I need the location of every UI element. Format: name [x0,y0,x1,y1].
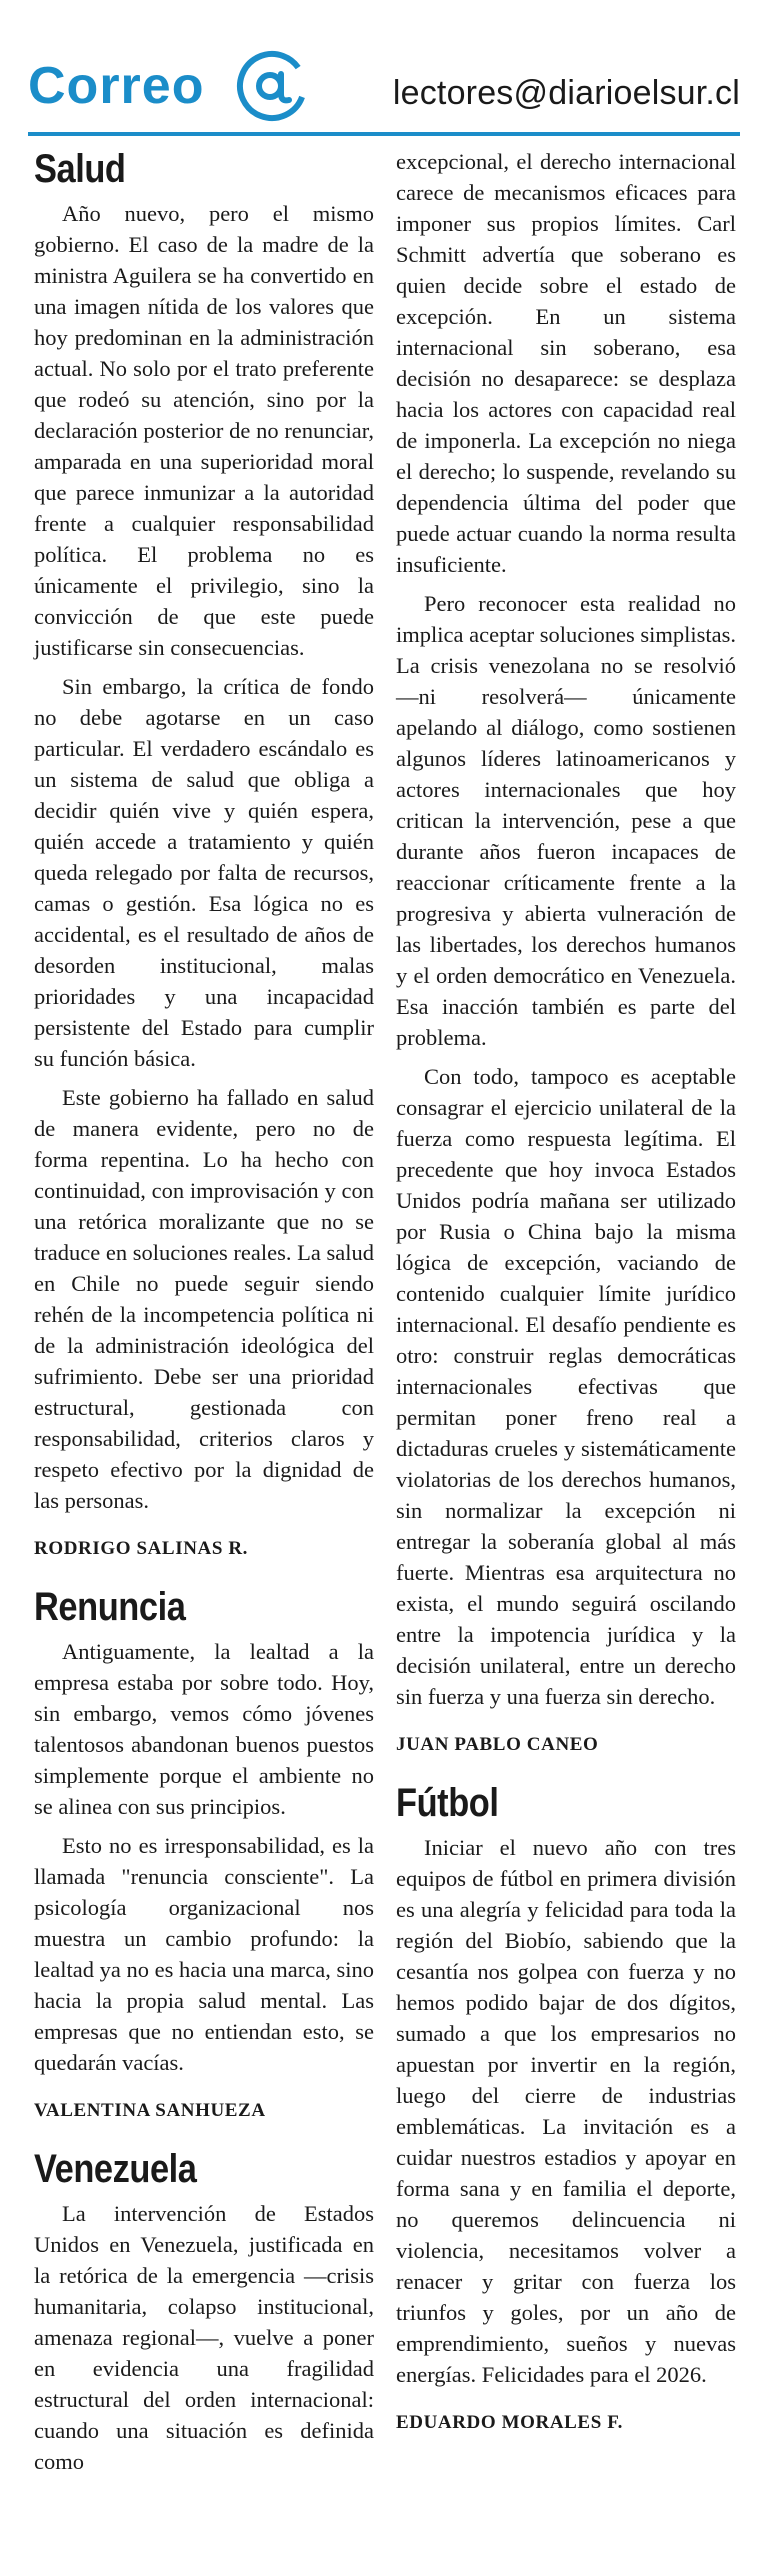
masthead [28,52,740,136]
letter-paragraph: La intervención de Estados Unidos en Venezuela, justificada en la retórica de la emergencia —crisis humanitaria, colapso institucional, amenaza regional—, vuelve a poner en evidencia una fragilidad estructural del orden internacional: cuando una situación es definida como [34,2201,374,2474]
letter-title: Renuncia [34,1585,186,1629]
letter-venezuela [34,2146,374,2477]
letter-signature: JUAN PABLO CANEO [396,1734,599,1755]
letter-paragraph: Iniciar el nuevo año con tres equipos de fútbol en primera división es una alegría y felicidad para toda la región del Biobío, sabiendo que la cesantía nos golpea con fuerza y no hemos podido bajar de dos dígitos, sumado a que los empresarios no apuestan por invertir en la región, luego del cierre de industrias emblemáticas. La invitación es a cuidar nuestros estadios y apoyar en forma sana y en familia el deporte, no queremos delincuencia ni violencia, necesitamos volver a renacer y gritar con fuerza los triunfos y goles, por un año de emprendimiento, sueños y nuevas energías. Felicidades para el 2026. [396,1835,736,2387]
contact-email: lectores@diarioelsur.cl [392,74,740,112]
letter-paragraph: Este gobierno ha fallado en salud de manera evidente, pero no de forma repentina. Lo ha hecho con continuidad, con improvisación y con una retórica moralizante que no se traduce en soluciones reales. La salud en Chile no puede seguir siendo rehén de la incompetencia política ni de la administración ideológica del sufrimiento. Debe ser una prioridad estructural, gestionada con responsabilidad, criterios claros y respeto efectivo por la dignidad de las personas. [34,1085,374,1513]
letter-title: Salud [34,147,126,191]
letter-paragraph: Con todo, tampoco es aceptable consagrar el ejercicio unilateral de la fuerza como respuesta legítima. El precedente que hoy invoca Estados Unidos podría mañana ser utilizado por Rusia o China bajo la misma lógica de excepción, vaciando de contenido cualquier límite jurídico internacional. El desafío pendiente es otro: construir reglas democráticas internacionales efectivas que permitan poner freno real a dictaduras crueles y sistemáticamente violatorias de los derechos humanos, sin normalizar la excepción ni entregar la soberanía global al más fuerte. Mientras esa arquitectura no exista, el mundo seguirá oscilando entre la impotencia jurídica y la decisión unilateral, entre un derecho sin fuerza y una fuerza sin derecho. [396,1064,736,1709]
at-sign-icon [236,50,308,122]
letter-signature: RODRIGO SALINAS R. [34,1538,249,1559]
letter-paragraph: Esto no es irresponsabilidad, es la llamada "renuncia consciente". La psicología organizacional nos muestra un cambio profundo: la lealtad ya no es hacia una marca, sino hacia la propia salud mental. Las empresas que no entiendan esto, se quedarán vacías. [34,1833,374,2075]
right-column [396,146,736,2458]
letter-futbol [396,1780,736,2434]
letter-title: Venezuela [34,2147,197,2191]
letter-signature: VALENTINA SANHUEZA [34,2100,266,2121]
letter-renuncia [34,1584,374,2122]
left-column [34,146,374,2485]
section-title: Correo [28,57,205,115]
letter-paragraph: Pero reconocer esta realidad no implica aceptar soluciones simplistas. La crisis venezolana no se resolvió —ni resolverá— únicamente apelando al diálogo, como sostienen algunos líderes latinoamericanos y actores internacionales que hoy critican la intervención, pese a que durante años fueron incapaces de reaccionar críticamente frente a la progresiva y abierta vulneración de las libertades, los derechos humanos y el orden democrático en Venezuela. Esa inacción también es parte del problema. [396,591,736,1050]
letter-paragraph: Año nuevo, pero el mismo gobierno. El caso de la madre de la ministra Aguilera se ha convertido en una imagen nítida de los valores que hoy predominan en la administración actual. No solo por el trato preferente que rodeó su atención, sino por la declaración posterior de no renunciar, amparada en una superioridad moral que parece inmunizar a la autoridad frente a cualquier responsabilidad política. El problema no es únicamente el privilegio, sino la convicción de que este puede justificarse sin consecuencias. [34,201,374,660]
letter-paragraph: excepcional, el derecho internacional carece de mecanismos eficaces para imponer sus propios límites. Carl Schmitt advertía que soberano es quien decide sobre el estado de excepción. En un sistema internacional sin soberano, esa decisión no desaparece: se desplaza hacia los actores con capacidad real de imponerla. La excepción no niega el derecho; lo suspende, revelando su dependencia última del poder que puede actuar cuando la norma resulta insuficiente. [396,149,736,577]
letter-venezuela-continued [396,146,736,1756]
letter-paragraph: Sin embargo, la crítica de fondo no debe agotarse en un caso particular. El verdadero escándalo es un sistema de salud que obliga a decidir quién vive y quién espera, quién accede a tratamiento y quién queda relegado por falta de recursos, camas o gestión. Esa lógica no es accidental, es el resultado de años de desorden institucional, malas prioridades y una incapacidad persistente del Estado para cumplir su función básica. [34,674,374,1071]
letter-title: Fútbol [396,1781,499,1825]
letter-signature: EDUARDO MORALES F. [396,2412,624,2433]
letter-salud [34,146,374,1560]
letter-paragraph: Antiguamente, la lealtad a la empresa estaba por sobre todo. Hoy, sin embargo, vemos cómo jóvenes talentosos abandonan buenos puestos simplemente porque el ambiente no se alinea con sus principios. [34,1639,374,1819]
